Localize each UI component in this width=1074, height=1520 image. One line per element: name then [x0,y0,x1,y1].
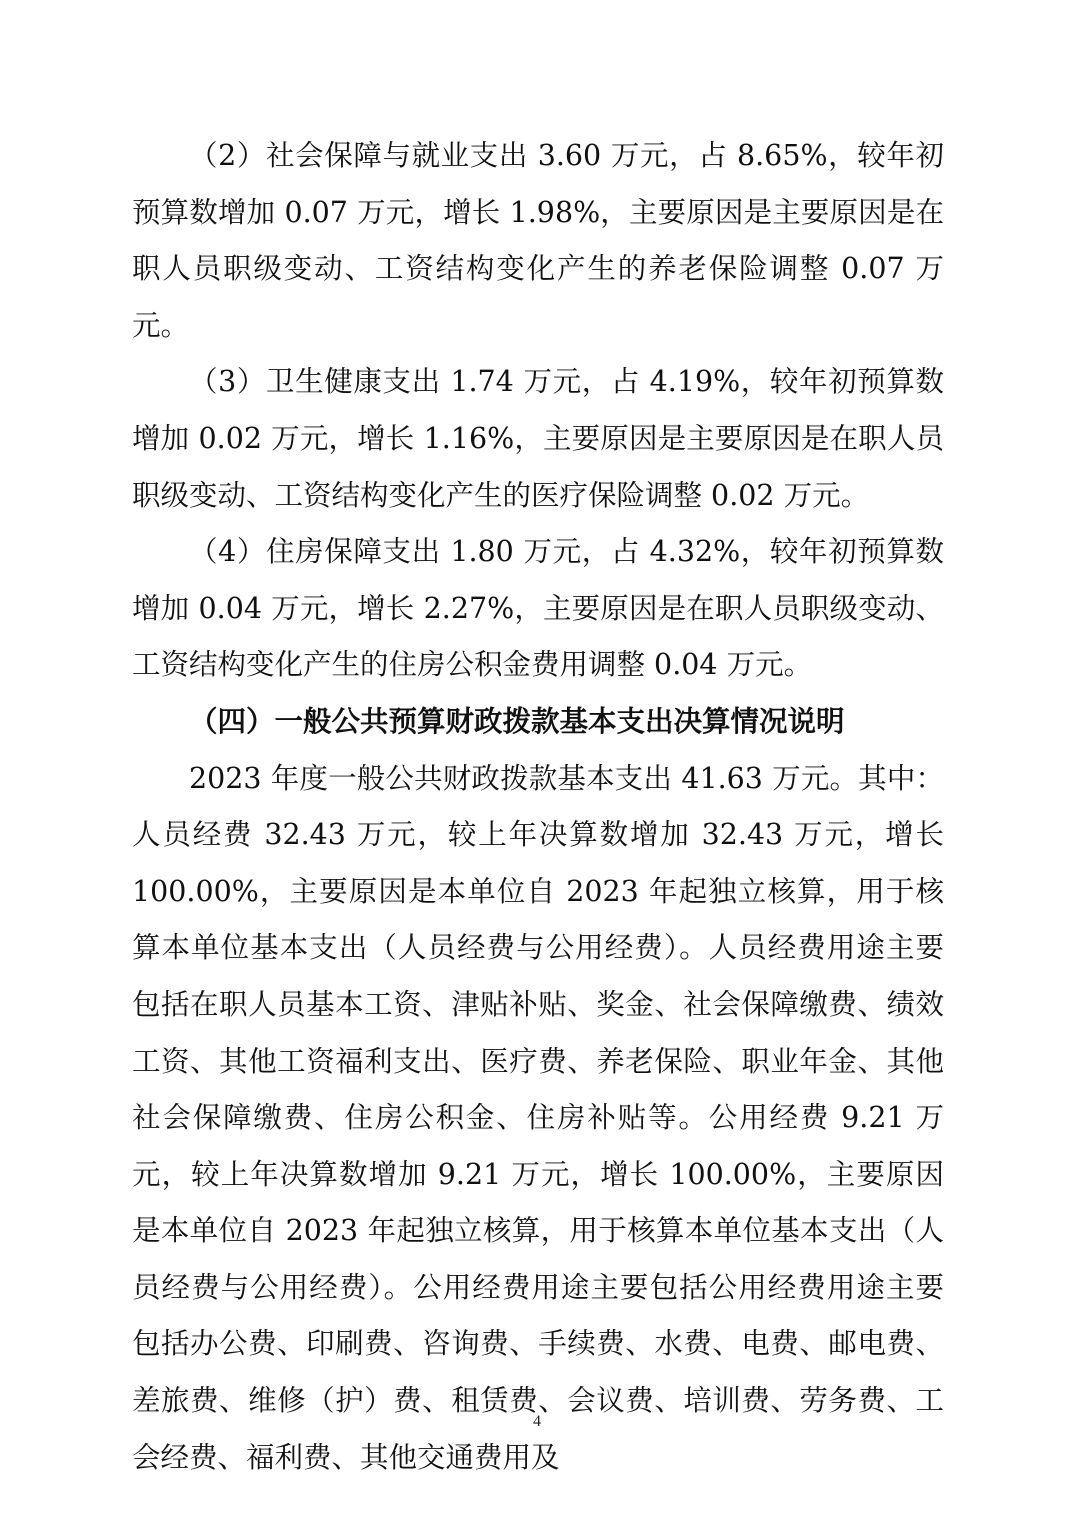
paragraph-housing: （4）住房保障支出 1.80 万元，占 4.32%，较年初预算数增加 0.04 万元，增长 2.27%，主要原因是在职人员职级变动、工资结构变化产生的住房公积金费用调整 0.04 万元。 [132,535,944,682]
paragraph-health: （3）卫生健康支出 1.74 万元，占 4.19%，较年初预算数增加 0.02 万元，增长 1.16%，主要原因是主要原因是在职人员职级变动、工资结构变化产生的医疗保险调整 0.02 万元。 [132,365,944,512]
section-heading: （四）一般公共预算财政拨款基本支出决算情况说明 [189,704,845,738]
page-number: 4 [533,1413,541,1430]
body-text [132,128,944,1486]
paragraph-basic-expenditure: 2023 年度一般公共财政拨款基本支出 41.63 万元。其中：人员经费 32.43 万元，较上年决算数增加 32.43 万元，增长 100.00%，主要原因是本单位自 2023 年起独立核算，用于核算本单位基本支出（人员经费与公用经费）。人员经费用途主要包括在职人员基本工资、津贴补贴、奖金、社会保障缴费、绩效工资、其他工资福利支出、医疗费、养老保险、职业年金、其他社会保障缴费、住房公积金、住房补贴等。公用经费 9.21 万元，较上年决算数增加 9.21 万元，增长 100.00%，主要原因是本单位自 2023 年起独立核算，用于核算本单位基本支出（人员经费与公用经费）。公用经费用途主要包括公用经费用途主要包括办公费、印刷费、咨询费、手续费、水费、电费、邮电费、差旅费、维修（护）费、租赁费、会议费、培训费、劳务费、工会经费、福利费、其他交通费用及 [132,761,944,1474]
paragraph-social-security: （2）社会保障与就业支出 3.60 万元，占 8.65%，较年初预算数增加 0.07 万元，增长 1.98%，主要原因是主要原因是在职人员职级变动、工资结构变化产生的养老保险调整 0.07 万元。 [132,139,944,342]
